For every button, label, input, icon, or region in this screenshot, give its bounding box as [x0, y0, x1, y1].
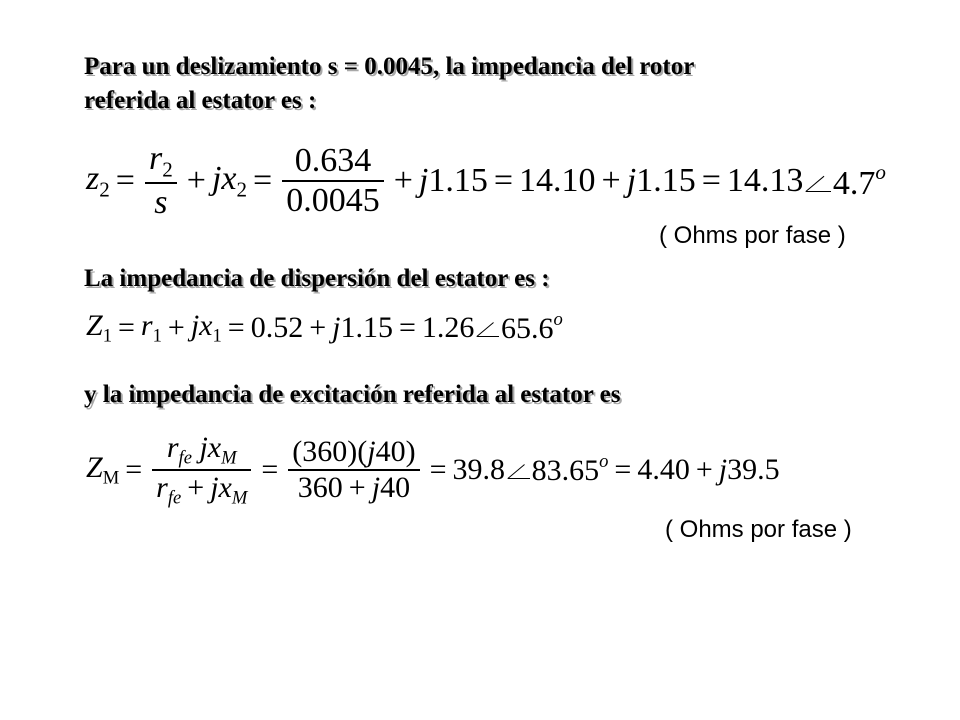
- stator-reactance-term: $jx_1$: [190, 308, 222, 347]
- rotor-magnitude: 14.13: [726, 162, 804, 199]
- rotor-lhs: $z_2$: [86, 159, 110, 202]
- excitation-heading-line: y la impedancia de excitación referida al estator es: [84, 381, 621, 408]
- stator-heading: [84, 262, 550, 296]
- rotor-reactance-value: 1.15: [428, 162, 488, 199]
- rotor-angle: 4.7$^o$: [832, 159, 886, 202]
- equals-sign: =: [117, 311, 135, 344]
- imaginary-unit: j: [626, 162, 637, 199]
- excitation-angle: 83.65$^o$: [531, 451, 609, 488]
- stator-resistance-term: $r_1$: [140, 308, 162, 347]
- imaginary-unit: j: [718, 453, 728, 486]
- equals-sign: =: [227, 311, 245, 344]
- plus-sign: +: [186, 162, 206, 199]
- equals-sign: =: [493, 162, 514, 199]
- stator-impedance-equation: [86, 304, 563, 352]
- stator-magnitude: 1.26: [421, 311, 475, 344]
- rotor-numeric-fraction: $\frac{0.634}{0.0045}$: [282, 142, 384, 220]
- rotor-heading-line-1: Para un deslizamiento s = 0.0045, la impedancia del rotor: [84, 53, 695, 80]
- equals-sign: =: [701, 162, 721, 199]
- equals-sign: =: [115, 162, 135, 199]
- stator-heading-line: La impedancia de dispersión del estator es :: [84, 265, 550, 292]
- equals-sign: =: [398, 311, 416, 344]
- rotor-imaginary-part: 1.15: [636, 162, 696, 199]
- equals-sign: =: [261, 453, 279, 486]
- excitation-heading: [84, 378, 620, 412]
- rotor-resistance-fraction: $\frac{r_2}{s}$: [145, 140, 177, 222]
- rotor-impedance-equation: [86, 138, 886, 224]
- stator-imaginary-part: 1.15: [340, 311, 393, 344]
- plus-sign: +: [167, 311, 185, 344]
- excitation-symbolic-fraction: $\frac{r_{fe} jx_M}{r_{fe} + jx_M}$: [152, 431, 251, 510]
- angle-symbol-icon: [477, 319, 499, 338]
- stator-lhs: $Z_1$: [86, 308, 112, 347]
- rotor-reactance-term: $jx_2$: [211, 159, 248, 202]
- imaginary-unit: j: [332, 311, 341, 344]
- stator-angle: 65.6$^o$: [500, 309, 563, 346]
- excitation-impedance-equation: [86, 424, 780, 516]
- rotor-units-label: ( Ohms por fase ): [659, 222, 846, 249]
- equals-sign: =: [253, 162, 273, 199]
- equals-sign: =: [429, 453, 447, 486]
- plus-sign: +: [695, 453, 713, 486]
- rotor-heading-line-2: referida al estator es :: [84, 87, 317, 114]
- plus-sign: +: [601, 162, 621, 199]
- plus-sign: +: [393, 162, 413, 199]
- angle-symbol-icon: [806, 170, 830, 191]
- plus-sign: +: [309, 311, 327, 344]
- stator-real-part: 0.52: [250, 311, 304, 344]
- excitation-units-label: ( Ohms por fase ): [665, 516, 852, 543]
- excitation-lhs: $Z_M$: [86, 450, 120, 489]
- excitation-imaginary-part: 39.5: [727, 453, 780, 486]
- equals-sign: =: [614, 453, 632, 486]
- imaginary-unit: j: [418, 162, 429, 199]
- excitation-magnitude: 39.8: [452, 453, 506, 486]
- angle-symbol-icon: [508, 461, 530, 480]
- excitation-numeric-fraction: $\frac{(360)(j40)}{360 + j40}$: [288, 435, 419, 505]
- excitation-real-part: 4.40: [637, 453, 690, 486]
- equals-sign: =: [125, 453, 143, 486]
- rotor-real-part: 14.10: [519, 162, 596, 199]
- rotor-heading: [84, 50, 694, 118]
